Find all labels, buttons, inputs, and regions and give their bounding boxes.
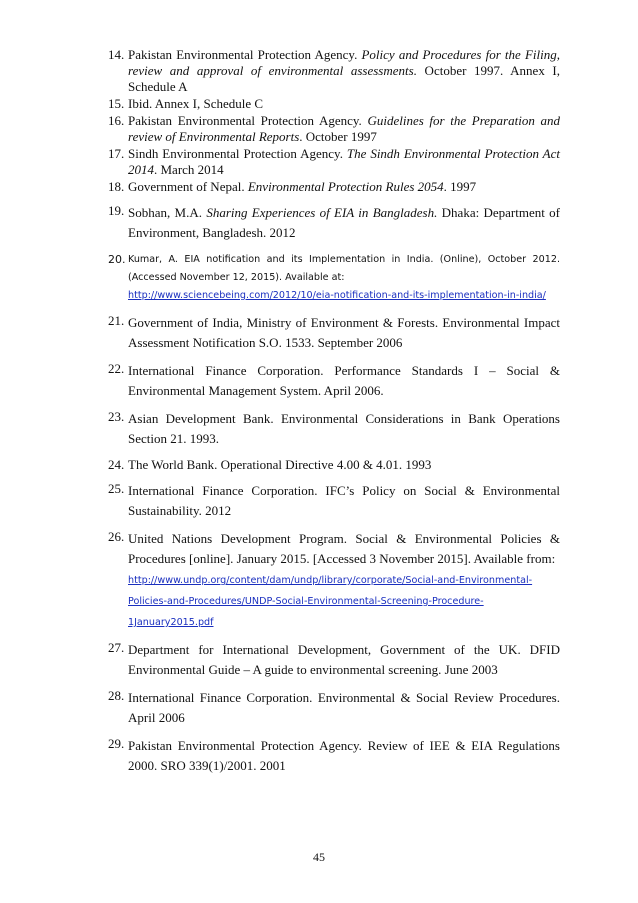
reference-number: 17. bbox=[108, 146, 125, 161]
reference-number: 29. bbox=[108, 736, 125, 751]
reference-item bbox=[108, 96, 560, 112]
reference-number: 26. bbox=[108, 529, 125, 544]
reference-number: 14. bbox=[108, 47, 125, 62]
reference-text: Asian Development Bank. Environmental Considerations in Bank Operations Section 21. 1993. bbox=[128, 411, 560, 446]
reference-number: 19. bbox=[108, 203, 125, 218]
reference-item bbox=[108, 529, 560, 632]
reference-number: 23. bbox=[108, 409, 125, 424]
reference-item bbox=[108, 113, 560, 145]
reference-number: 24. bbox=[108, 457, 125, 472]
reference-text: International Finance Corporation. Environmental & Social Review Procedures. April 2006 bbox=[128, 690, 560, 725]
reference-item bbox=[108, 481, 560, 521]
reference-text: International Finance Corporation. Performance Standards I – Social & Environmental Management System. April 2006. bbox=[128, 363, 560, 398]
reference-text: Sindh Environmental Protection Agency. The Sindh Environmental Protection Act 2014. March 2014 bbox=[128, 146, 560, 177]
reference-number: 22. bbox=[108, 361, 125, 376]
reference-list bbox=[108, 47, 560, 784]
reference-text: Pakistan Environmental Protection Agency. Guidelines for the Preparation and review of Environmental Reports. October 1997 bbox=[128, 113, 560, 144]
reference-item bbox=[108, 203, 560, 243]
reference-title: Sharing Experiences of EIA in Bangladesh. bbox=[206, 205, 438, 220]
reference-item bbox=[108, 640, 560, 680]
reference-item bbox=[108, 361, 560, 401]
reference-title: Environmental Protection Rules 2054 bbox=[247, 179, 444, 194]
page-number: 45 bbox=[313, 850, 325, 864]
reference-title: Policy and Procedures for the Filing, review and approval of environmental assessments. bbox=[128, 47, 560, 78]
reference-text: Government of India, Ministry of Environment & Forests. Environmental Impact Assessment Notification S.O. 1533. September 2006 bbox=[128, 315, 560, 350]
reference-number: 25. bbox=[108, 481, 125, 496]
reference-text: Pakistan Environmental Protection Agency. Review of IEE & EIA Regulations 2000. SRO 339(1)/2001. 2001 bbox=[128, 738, 560, 773]
reference-text: Sobhan, M.A. Sharing Experiences of EIA in Bangladesh. Dhaka: Department of Environment, Bangladesh. 2012 bbox=[128, 205, 561, 240]
reference-item bbox=[108, 179, 560, 195]
reference-number: 16. bbox=[108, 113, 125, 128]
reference-number: 20. bbox=[108, 253, 126, 266]
reference-item bbox=[108, 457, 560, 473]
reference-text: Department for International Development, Government of the UK. DFID Environmental Guide – A guide to environmental screening. June 2003 bbox=[128, 642, 560, 677]
reference-item bbox=[108, 146, 560, 178]
reference-item bbox=[108, 688, 560, 728]
reference-item bbox=[108, 47, 560, 95]
reference-text: Kumar, A. EIA notification and its Implementation in India. (Online), October 2012. (Accessed November 12, 2015). Available at: http://www.sciencebeing.com/2012/10/eia-notification-and-its-implementation-in-india/ bbox=[128, 254, 560, 301]
reference-item bbox=[108, 409, 560, 449]
reference-text: The World Bank. Operational Directive 4.00 & 4.01. 1993 bbox=[128, 457, 432, 472]
reference-item bbox=[108, 313, 560, 353]
reference-number: 18. bbox=[108, 179, 125, 194]
reference-title: The Sindh Environmental Protection Act 2014 bbox=[128, 146, 560, 177]
reference-link[interactable]: http://www.undp.org/content/dam/undp/library/corporate/Social-and-Environmental-Policies-and-Procedures/UNDP-Social-Environmental-Screening-Procedure-1January2015.pdf bbox=[128, 575, 533, 628]
reference-text: United Nations Development Program. Social & Environmental Policies & Procedures [online]. January 2015. [Accessed 3 November 2015]. Available from: http://www.undp.org/content/dam/undp/library/corporate/Social-and-Environmental-Policies-and-Procedures/UNDP-Social-Environmental-Screening-Procedure-1January2015.pdf bbox=[128, 531, 560, 628]
reference-number: 21. bbox=[108, 313, 125, 328]
reference-number: 28. bbox=[108, 688, 125, 703]
reference-text: International Finance Corporation. IFC’s Policy on Social & Environmental Sustainability. 2012 bbox=[128, 483, 560, 518]
reference-text: Ibid. Annex I, Schedule C bbox=[128, 96, 264, 111]
reference-number: 27. bbox=[108, 640, 125, 655]
reference-number: 15. bbox=[108, 96, 125, 111]
reference-item bbox=[108, 736, 560, 776]
reference-title: Guidelines for the Preparation and review of Environmental Reports bbox=[128, 113, 560, 144]
reference-text: Government of Nepal. Environmental Protection Rules 2054. 1997 bbox=[128, 179, 477, 194]
reference-item bbox=[108, 251, 560, 305]
reference-link[interactable]: http://www.sciencebeing.com/2012/10/eia-notification-and-its-implementation-in-india/ bbox=[128, 290, 546, 301]
reference-text: Pakistan Environmental Protection Agency. Policy and Procedures for the Filing, review and approval of environmental assessments. October 1997. Annex I, Schedule A bbox=[128, 47, 561, 94]
